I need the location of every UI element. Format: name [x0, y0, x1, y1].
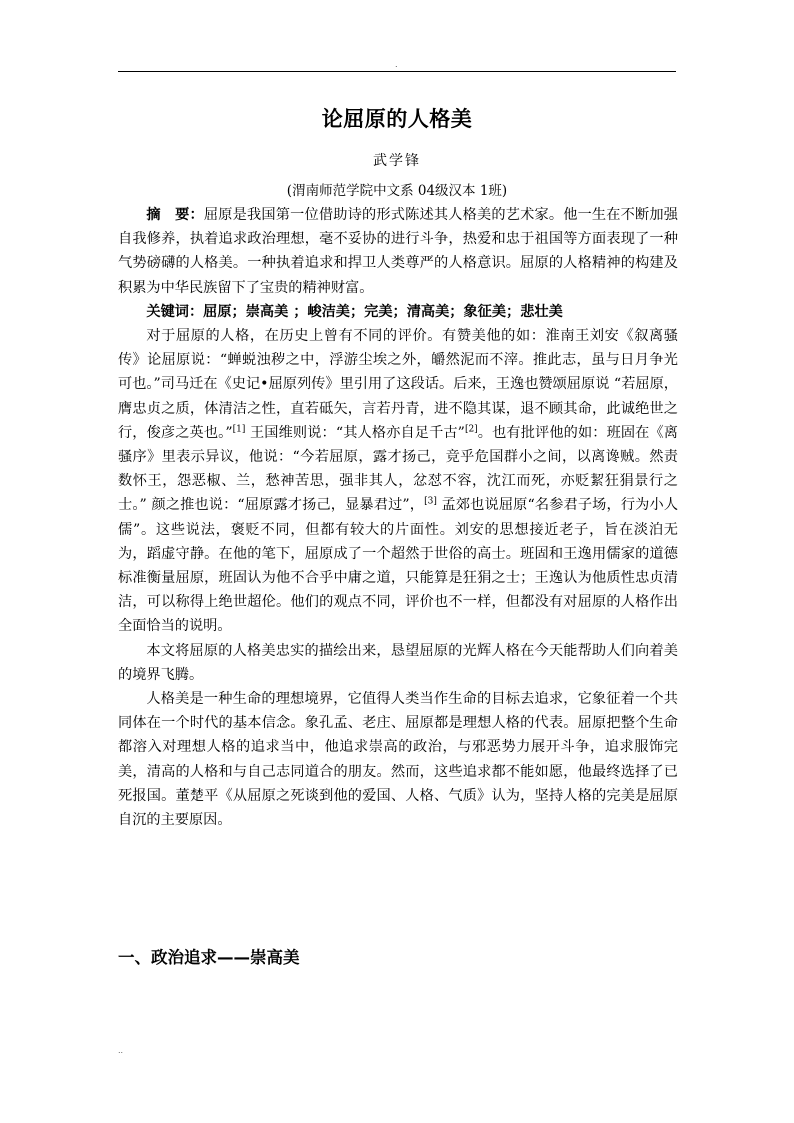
- paragraph-1-part-1: 对于屈原的人格，在历史上曾有不同的评价。有赞美他的如：淮南王刘安《叙离骚传》论屈原说：“蝉蜕浊秽之中，浮游尘埃之外，皭然泥而不滓。推此志，虽与日月争光可也。”司马迁在《史记•屈原列传》里引用了这段话。后来，王逸也赞颂屈原说 “若屈原，膺忠贞之质，体清洁之性，直若砥矢，言若丹青，进不隐其谋，退不顾其命，此诚绝世之行，俊彦之英也。”: [118, 328, 678, 441]
- paper-affiliation: (渭南师范学院中文系 04级汉本 1班): [286, 183, 508, 199]
- header-mark: .: [395, 60, 398, 69]
- paragraph-1-part-2: 王国维则说：“其人格亦自足千古”: [245, 424, 465, 441]
- paper-author: 武学锋: [373, 153, 421, 169]
- abstract-text: 屈原是我国第一位借助诗的形式陈述其人格美的艺术家。他一生在不断加强自我修养，执着追求政治理想，毫不妥协的进行斗争，热爱和忠于祖国等方面表现了一种气势磅礴的人格美。一种执着追求和捍卫人类尊严的人格意识。屈原的人格精神的构建及积累为中华民族留下了宝贵的精神财富。: [118, 207, 678, 296]
- paragraph-1-part-4: 孟郊也说屈原“名参君子场，行为小人儒”。这些说法，褒贬不同，但都有较大的片面性。刘安的思想接近老子，旨在淡泊无为，蹈虚守静。在他的笔下，屈原成了一个超然于世俗的高士。班固和王逸用儒家的道德标准衡量屈原，班固认为他不合乎中庸之道，只能算是狂狷之士；王逸认为他质性忠贞清洁，可以称得上绝世超伦。他们的观点不同，评价也不一样，但都没有对屈原的人格作出全面恰当的说明。: [118, 497, 679, 635]
- citation-ref-3: [3]: [424, 496, 437, 507]
- paper-title: 论屈原的人格美: [321, 107, 473, 131]
- paragraph-2: 本文将屈原的人格美忠实的描绘出来，恳望屈原的光辉人格在今天能帮助人们向着美的境界飞腾。: [118, 642, 678, 683]
- keywords: [118, 300, 678, 324]
- citation-ref-1: [1]: [232, 424, 246, 435]
- abstract: [118, 203, 678, 300]
- section-heading-1: 一、政治追求——崇高美: [118, 948, 300, 967]
- abstract-label: 摘 要：: [146, 207, 204, 223]
- paragraph-1-part-3: 。也有批评他的如：班固在《离骚序》里表示异议，他说：“今若屈原，露才扬己，竞乎危国群小之间，以离谗贼。然责数怀王，怨恶椒、兰，愁神苦思，强非其人，忿怼不容，沈江而死，亦贬絜狂狷景行之士。” 颜之推也说：“屈原露才扬己，显暴君过”，: [118, 424, 678, 514]
- paragraph-1: [118, 324, 678, 639]
- keywords-label: 关键词：: [146, 303, 204, 320]
- footer-mark: ..: [118, 1046, 124, 1055]
- paper-body: [118, 203, 678, 832]
- citation-ref-2: [2]: [464, 424, 478, 435]
- keywords-text: 屈原；崇高美 ；峻洁美；完美；清高美；象征美；悲壮美: [203, 303, 563, 320]
- paragraph-3: 人格美是一种生命的理想境界，它值得人类当作生命的目标去追求，它象征着一个共同体在一个时代的基本信念。象孔孟、老庄、屈原都是理想人格的代表。屈原把整个生命都溶入对理想人格的追求当中，他追求崇高的政治，与邪恶势力展开斗争，追求服饰完美，清高的人格和与自己志同道合的朋友。然而，这些追求都不能如愿，他最终选择了已死报国。董楚平《从屈原之死谈到他的爱国、人格、气质》认为，坚持人格的完美是屈原自沉的主要原因。: [118, 691, 678, 829]
- header-rule: [118, 71, 676, 72]
